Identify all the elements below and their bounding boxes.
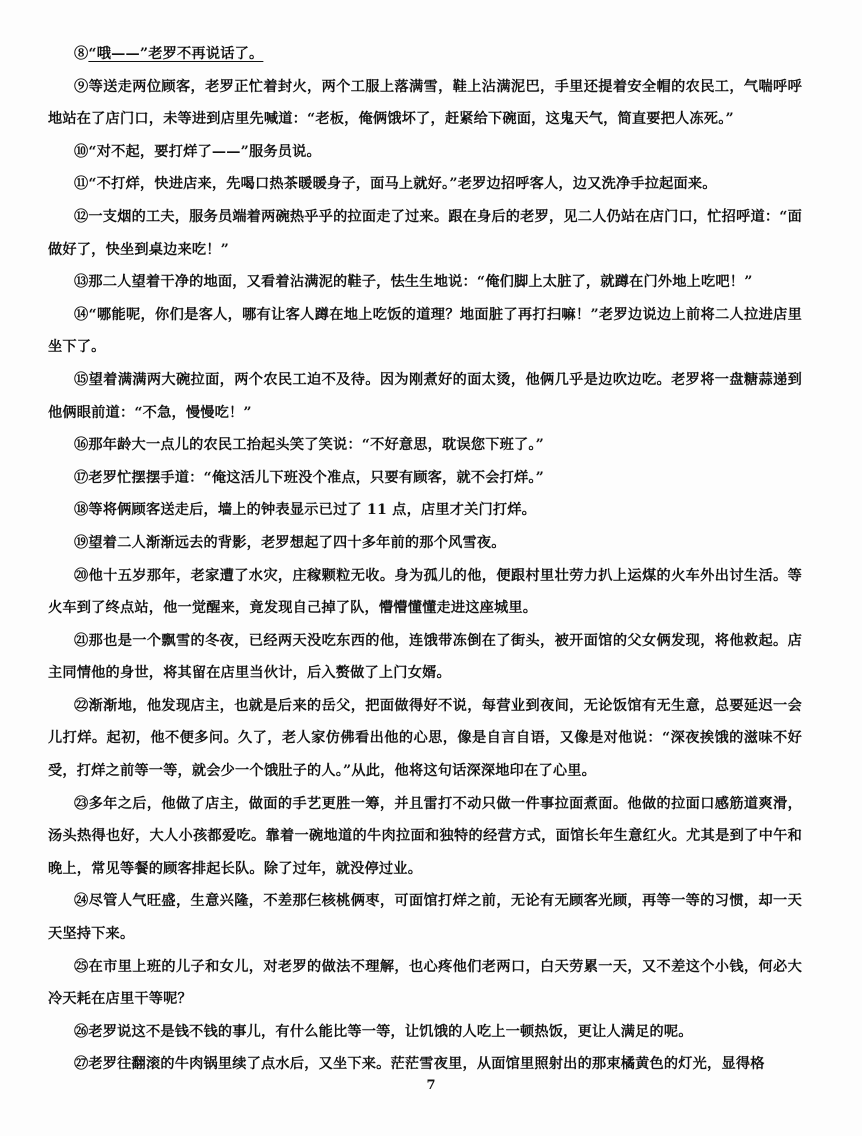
- paragraph-number: ⑳: [74, 567, 89, 584]
- paragraph-text: 一支烟的工夫，服务员端着两碗热乎乎的拉面走了过来。跟在身后的老罗，见二人仍站在店门口，忙招呼道：“面做好了，快坐到桌边来吃！”: [48, 208, 803, 258]
- paragraph-26: [48, 1016, 802, 1049]
- paragraph-number: ㉔: [74, 893, 89, 910]
- paragraph-12: [48, 201, 802, 266]
- paragraph-text: 尽管人气旺盛，生意兴隆，不差那仨核桃俩枣，可面馆打烊之前，无论有无顾客光顾，再等一等的习惯，却一天天坚持下来。: [48, 893, 803, 943]
- paragraph-text: “不打烊，快进店来，先喝口热茶暖暖身子，面马上就好。”老罗边招呼客人，边又洗净手拉起面来。: [88, 176, 717, 193]
- paragraph-27: [48, 1048, 802, 1081]
- paragraph-number: ⑪: [74, 176, 89, 193]
- paragraph-text: 望着二人渐渐远去的背影，老罗想起了四十多年前的那个风雪夜。: [88, 534, 506, 551]
- paragraph-number: ㉒: [74, 697, 89, 714]
- paragraph-number: ⑩: [74, 143, 89, 160]
- paragraph-number: ⑰: [74, 469, 89, 486]
- paragraph-text: 那二人望着干净的地面，又看着沾满泥的鞋子，怯生生地说：“俺们脚上太脏了，就蹲在门外地上吃吧！”: [88, 274, 753, 291]
- paragraph-number: ⑯: [74, 437, 89, 454]
- paragraph-number: ㉖: [74, 1023, 89, 1040]
- paragraph-16: [48, 429, 802, 462]
- paragraph-25: [48, 951, 802, 1016]
- paragraph-13: [48, 266, 802, 299]
- paragraph-number: ⑧: [74, 46, 89, 62]
- paragraph-number: ㉗: [74, 1056, 89, 1073]
- paragraph-10: [48, 136, 802, 169]
- paragraph-14: [48, 299, 802, 364]
- paragraph-text: 老罗往翻滚的牛肉锅里续了点水后，又坐下来。茫茫雪夜里，从面馆里照射出的那束橘黄色的灯光，显得格: [88, 1056, 765, 1073]
- paragraph-text: 望着满满两大碗拉面，两个农民工迫不及待。因为刚煮好的面太烫，他俩几乎是边吹边吃。老罗将一盘糖蒜递到他俩眼前道：“不急，慢慢吃！”: [48, 371, 803, 421]
- paragraph-24: [48, 885, 802, 950]
- paragraph-text: 他十五岁那年，老家遭了水灾，庄稼颗粒无收。身为孤儿的他，便跟村里壮劳力扒上运煤的火车外出讨生活。等火车到了终点站，他一觉醒来，竟发现自己掉了队，懵懵懂懂走进这座城里。: [48, 567, 803, 617]
- paragraph-text: 多年之后，他做了店主，做面的手艺更胜一筹，并且雷打不动只做一件事拉面煮面。他做的拉面口感筋道爽滑，汤头热得也好，大人小孩都爱吃。靠着一碗地道的牛肉拉面和独特的经营方式，面馆长年生意红火。尤其是到了中午和晚上，常见等餐的顾客排起长队。除了过年，就没停过业。: [48, 795, 803, 877]
- paragraph-number: ㉕: [74, 958, 89, 975]
- paragraph-number: ⑭: [74, 306, 89, 323]
- paragraph-21: [48, 625, 802, 690]
- paragraph-18: [48, 494, 802, 527]
- paragraph-text: 那年龄大一点儿的农民工抬起头笑了笑说：“不好意思，耽误您下班了。”: [88, 437, 545, 454]
- page-number: 7: [426, 1078, 436, 1093]
- paragraph-number: ⑬: [74, 274, 89, 291]
- paragraph-19: [48, 527, 802, 560]
- paragraph-text: 等送走两位顾客，老罗正忙着封火，两个工服上落满雪，鞋上沾满泥巴，手里还提着安全帽的农民工，气喘呼呼地站在了店门口，未等进到店里先喊道：“老板，俺俩饿坏了，赶紧给下碗面，这鬼天气，简直要把人冻死。”: [48, 78, 803, 128]
- paragraph-text: 那也是一个飘雪的冬夜，已经两天没吃东西的他，连饿带冻倒在了街头，被开面馆的父女俩发现，将他救起。店主同情他的身世，将其留在店里当伙计，后入赘做了上门女婿。: [48, 632, 803, 682]
- paragraph-text: “哪能呢，你们是客人，哪有让客人蹲在地上吃饭的道理？地面脏了再打扫嘛！”老罗边说边上前将二人拉进店里坐下了。: [48, 306, 802, 356]
- paragraph-text: 渐渐地，他发现店主，也就是后来的岳父，把面做得好不说，每营业到夜间，无论饭馆有无生意，总要延迟一会儿打烊。起初，他不便多问。久了，老人家仿佛看出他的心思，像是自言自语，又像是对他说：“深夜挨饿的滋味不好受，打烊之前等一等，就会少一个饿肚子的人。”从此，他将这句话深深地印在了心里。: [48, 697, 803, 780]
- paragraph-number: ㉓: [74, 795, 89, 812]
- paragraph-number: ⑱: [74, 502, 89, 519]
- paragraph-text: 老罗忙摆摆手道：“俺这活儿下班没个准点，只要有顾客，就不会打烊。”: [88, 469, 545, 486]
- paragraph-number: ⑮: [74, 371, 89, 388]
- paragraph-text: 等将俩顾客送走后，墙上的钟表显示已过了 11 点，店里才关门打烊。: [88, 502, 537, 519]
- paragraph-17: [48, 462, 802, 495]
- paragraph-text: “对不起，要打烊了——”服务员说。: [88, 143, 321, 160]
- paragraph-20: [48, 560, 802, 625]
- paragraph-list: [48, 38, 802, 1081]
- paragraph-number: ⑨: [74, 78, 89, 95]
- document-body: [48, 38, 803, 1081]
- paragraph-11: [48, 168, 802, 201]
- paragraph-15: [48, 364, 802, 429]
- paragraph-text: 在市里上班的儿子和女儿，对老罗的做法不理解，也心疼他们老两口，白天劳累一天，又不差这个小钱，何必大冷天耗在店里干等呢？: [48, 958, 803, 1008]
- paragraph-number: ⑫: [74, 208, 89, 225]
- paragraph-9: [48, 71, 802, 136]
- paragraph-text: 老罗说这不是钱不钱的事儿，有什么能比等一等，让饥饿的人吃上一顿热饭，更让人满足的呢。: [88, 1023, 693, 1040]
- paragraph-8: [48, 38, 802, 71]
- paragraph-number: ㉑: [74, 632, 89, 649]
- paragraph-text: “哦——”老罗不再说话了。: [88, 46, 264, 62]
- paragraph-22: [48, 690, 802, 788]
- paragraph-number: ⑲: [74, 534, 89, 551]
- paragraph-23: [48, 788, 802, 886]
